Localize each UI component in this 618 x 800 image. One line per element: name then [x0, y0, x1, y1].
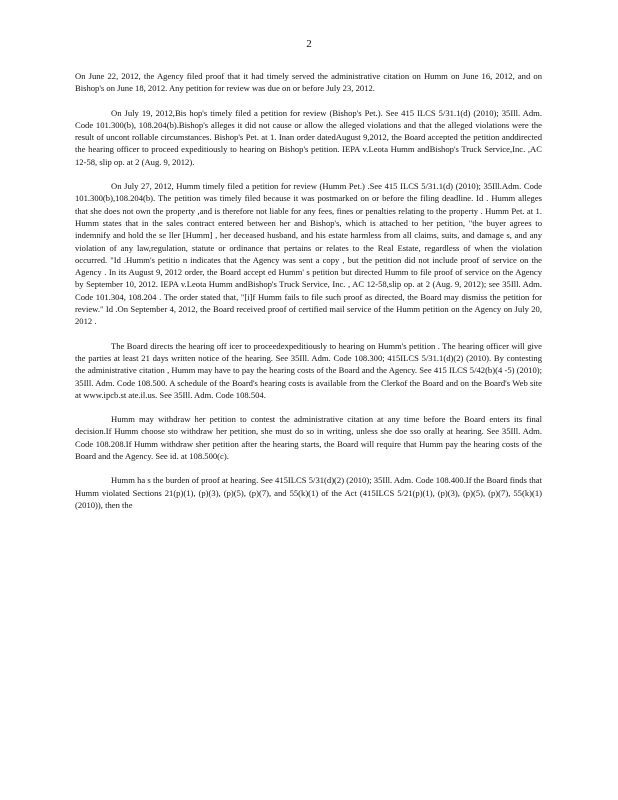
paragraph-humm-petition: On July 27, 2012, Humm timely filed a petition for review (Humm Pet.) .See 415 ILCS 5/31.1(d) (2010); 35Ill.Adm. Code 101.300(b),108.204(b). The petition was timely filed because it was postmarked on or before the filing deadline. Id . Humm alleges that she does not own the property ,and is therefore not liable for any fees, fines or penalties relating to the property . Humm Pet. at 1. Humm states that in the sales contract entered between her and Bishop's, which is attached to her petition, "the buyer agrees to indemnify and hold the se ller [Humm] , her deceased husband, and his estate harmless from all claims, suits, and damage s, and any violation of any law,regulation, statute or ordinance that pertains or relates to the Real Estate, regardless of when the violation occurred. "Id .Humm's petitio n indicates that the Agency was sent a copy , but the petition did not include proof of service on the Agency . In its August 9, 2012 order, the Board accept ed Humm' s petition but directed Humm to file proof of service on the Agency by September 10, 2012. IEPA v.Leota Humm andBishop's Truck Service, Inc. , AC 12-58,slip op. at 2 (Aug. 9, 2012); see 35Ill. Adm. Code 101.304, 108.204 . The order stated that, "[i]f Humm fails to file such proof as directed, the Board may dismiss the petition for review." Id .On September 4, 2012, the Board received proof of certified mail service of the Humm petition on the Agency on July 20, 2012 .	[75, 181, 542, 327]
paragraph-bishops-petition: On July 19, 2012,Bis hop's timely filed a petition for review (Bishop's Pet.). See 415 ILCS 5/31.1(d) (2010); 35Ill. Adm. Code 101.300(b), 108.204(b).Bishop's alleges it did not cause or allow the alleged violations and that the alleged violations were the result of uncont rollable circumstances. Bishop's Pet. at 1. Inan order datedAugust 9,2012, the Board accepted the petition anddirected the hearing officer to proceed expeditiously to hearing on Bishop's petition. IEPA v.Leota Humm andBishop's Truck Service,Inc. ,AC 12-58, slip op. at 2 (Aug. 9, 2012).	[75, 107, 542, 167]
paragraph-hearing-directive: The Board directs the hearing off icer to proceedexpeditiously to hearing on Humm's petition . The hearing officer will give the parties at least 21 days written notice of the hearing. See 35Ill. Adm. Code 108.300; 415ILCS 5/31.1(d)(2) (2010). By contesting the administrative citation , Humm may have to pay the hearing costs of the Board and the Agency. See 415 ILCS 5/42(b)(4 -5) (2010); 35Ill. Adm. Code 108.500. A schedule of the Board's hearing costs is available from the Clerkof the Board and on the Board's Web site at www.ipcb.st ate.il.us. See 35Ill. Adm. Code 108.504.	[75, 340, 542, 400]
paragraph-proof-of-service: On June 22, 2012, the Agency filed proof that it had timely served the administrative citation on Humm on June 16, 2012, and on Bishop's on June 18, 2012. Any petition for review was due on or before July 23, 2012.	[75, 71, 542, 94]
paragraph-withdrawal: Humm may withdraw her petition to contest the administrative citation at any time before the Board enters its final decision.If Humm choose sto withdraw her petition, she must do so in writing, unless she doe sso orally at hearing. See 35Ill. Adm. Code 108.208.If Humm withdraw sher petition after the hearing starts, the Board will require that Humm pay the hearing costs of the Board and the Agency. See id. at 108.500(c).	[75, 414, 542, 462]
page-number: 2	[306, 38, 312, 50]
paragraph-burden-of-proof: Humm ha s the burden of proof at hearing. See 415ILCS 5/31(d)(2) (2010); 35Ill. Adm. Code 108.400.If the Board finds that Humm violated Sections 21(p)(1), (p)(3), (p)(5), (p)(7), and 55(k)(1) of the Act (415ILCS 5/21(p)(1), (p)(3), (p)(5), (p)(7), 55(k)(1) (2010)), then the	[75, 475, 542, 510]
document-body	[75, 70, 542, 511]
